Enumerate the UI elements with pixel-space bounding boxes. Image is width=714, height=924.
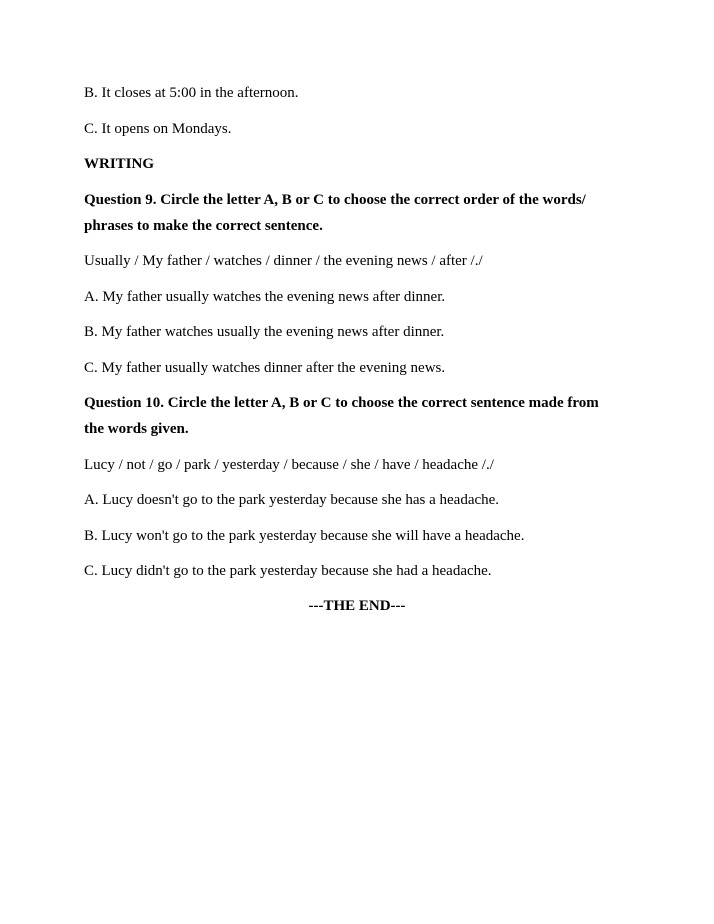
question-9-option-b: B. My father watches usually the evening news after dinner. (84, 324, 445, 340)
question-10-option-b: B. Lucy won't go to the park yesterday because she will have a headache. (84, 528, 525, 544)
question-10-prompt-line-1: Question 10. Circle the letter A, B or C to choose the correct sentence made from (84, 395, 599, 411)
question-10-cue: Lucy / not / go / park / yesterday / because / she / have / headache /./ (84, 457, 494, 473)
question-9-prompt-line-2: phrases to make the correct sentence. (84, 218, 323, 234)
previous-option-c: C. It opens on Mondays. (84, 121, 232, 137)
section-heading-writing: WRITING (84, 156, 155, 172)
previous-option-b: B. It closes at 5:00 in the afternoon. (84, 85, 299, 101)
question-10-option-a: A. Lucy doesn't go to the park yesterday because she has a headache. (84, 492, 500, 508)
end-marker: ---THE END--- (308, 598, 406, 614)
question-9-option-a: A. My father usually watches the evening news after dinner. (84, 289, 446, 305)
question-10-prompt-line-2: the words given. (84, 421, 189, 437)
question-10-option-c: C. Lucy didn't go to the park yesterday because she had a headache. (84, 563, 492, 579)
question-9-option-c: C. My father usually watches dinner after the evening news. (84, 360, 446, 376)
question-9-cue: Usually / My father / watches / dinner / the evening news / after /./ (84, 253, 483, 269)
question-9-prompt-line-1: Question 9. Circle the letter A, B or C to choose the correct order of the words/ (84, 192, 586, 208)
